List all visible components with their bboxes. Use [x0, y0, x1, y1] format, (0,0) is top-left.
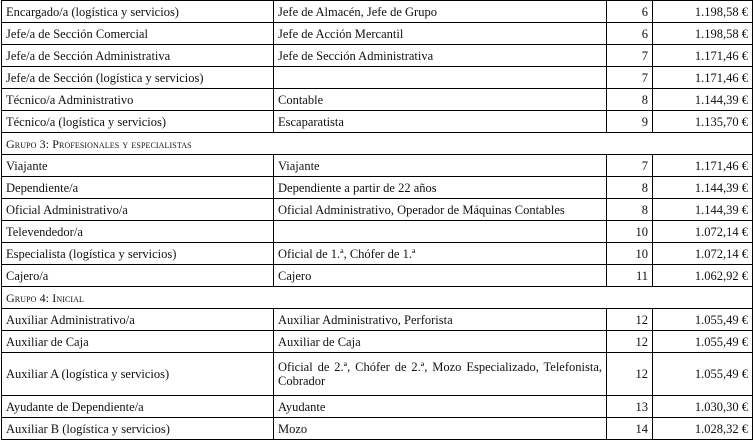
level-cell: 10 [607, 243, 653, 265]
category-cell: Televendedor/a [2, 221, 274, 243]
salary-cell: 1.198,58 € [653, 23, 753, 45]
table-row [2, 45, 753, 67]
table-row [2, 396, 753, 418]
category-cell: Auxiliar A (logística y servicios) [2, 353, 274, 396]
job-title-cell: Contable [274, 89, 607, 111]
job-title-cell [274, 67, 607, 89]
category-cell: Encargado/a (logística y servicios) [2, 1, 274, 23]
category-cell: Especialista (logística y servicios) [2, 243, 274, 265]
table-row [2, 67, 753, 89]
salary-cell: 1.072,14 € [653, 243, 753, 265]
table-row [2, 23, 753, 45]
level-cell: 12 [607, 331, 653, 353]
level-cell: 6 [607, 23, 653, 45]
group-header-row [2, 287, 753, 309]
group-header-row [2, 133, 753, 155]
table-row [2, 331, 753, 353]
salary-cell: 1.055,49 € [653, 309, 753, 331]
level-cell: 14 [607, 418, 653, 440]
level-cell: 12 [607, 353, 653, 396]
salary-cell: 1.171,46 € [653, 155, 753, 177]
salary-cell: 1.055,49 € [653, 331, 753, 353]
table-row [2, 111, 753, 133]
job-title-cell: Dependiente a partir de 22 años [274, 177, 607, 199]
group-title: Grupo 4: Inicial [2, 287, 753, 309]
job-title-cell: Ayudante [274, 396, 607, 418]
salary-cell: 1.198,58 € [653, 1, 753, 23]
salary-cell: 1.028,32 € [653, 418, 753, 440]
level-cell: 8 [607, 89, 653, 111]
job-title-cell: Auxiliar Administrativo, Perforista [274, 309, 607, 331]
job-title-cell: Jefe de Sección Administrativa [274, 45, 607, 67]
category-cell: Jefe/a de Sección Comercial [2, 23, 274, 45]
job-title-cell: Oficial de 2.ª, Chófer de 2.ª, Mozo Especializado, Telefonista, Cobrador [274, 353, 607, 396]
job-title-cell [274, 221, 607, 243]
group-title: Grupo 3: Profesionales y especialistas [2, 133, 753, 155]
category-cell: Jefe/a de Sección (logística y servicios) [2, 67, 274, 89]
table-row [2, 418, 753, 440]
job-title-cell: Viajante [274, 155, 607, 177]
level-cell: 12 [607, 309, 653, 331]
level-cell: 7 [607, 45, 653, 67]
level-cell: 7 [607, 155, 653, 177]
level-cell: 8 [607, 177, 653, 199]
level-cell: 9 [607, 111, 653, 133]
salary-cell: 1.062,92 € [653, 265, 753, 287]
salary-cell: 1.171,46 € [653, 67, 753, 89]
level-cell: 10 [607, 221, 653, 243]
category-cell: Jefe/a de Sección Administrativa [2, 45, 274, 67]
salary-cell: 1.144,39 € [653, 199, 753, 221]
job-title-cell: Jefe de Almacén, Jefe de Grupo [274, 1, 607, 23]
salary-cell: 1.144,39 € [653, 177, 753, 199]
table-row [2, 155, 753, 177]
table-row [2, 265, 753, 287]
category-cell: Auxiliar B (logística y servicios) [2, 418, 274, 440]
salary-cell: 1.072,14 € [653, 221, 753, 243]
job-title-cell: Oficial Administrativo, Operador de Máquinas Contables [274, 199, 607, 221]
level-cell: 13 [607, 396, 653, 418]
category-cell: Técnico/a Administrativo [2, 89, 274, 111]
level-cell: 11 [607, 265, 653, 287]
job-title-cell: Auxiliar de Caja [274, 331, 607, 353]
job-title-cell: Oficial de 1.ª, Chófer de 1.ª [274, 243, 607, 265]
level-cell: 6 [607, 1, 653, 23]
salary-cell: 1.135,70 € [653, 111, 753, 133]
job-title-cell: Jefe de Acción Mercantil [274, 23, 607, 45]
job-title-cell: Mozo [274, 418, 607, 440]
salary-cell: 1.055,49 € [653, 353, 753, 396]
table-row [2, 353, 753, 396]
level-cell: 7 [607, 67, 653, 89]
salary-table-body [2, 1, 753, 440]
salary-cell: 1.171,46 € [653, 45, 753, 67]
table-row [2, 1, 753, 23]
job-title-cell: Escaparatista [274, 111, 607, 133]
table-row [2, 89, 753, 111]
category-cell: Viajante [2, 155, 274, 177]
table-row [2, 309, 753, 331]
level-cell: 8 [607, 199, 653, 221]
category-cell: Técnico/a (logística y servicios) [2, 111, 274, 133]
category-cell: Dependiente/a [2, 177, 274, 199]
job-title-cell: Cajero [274, 265, 607, 287]
table-row [2, 243, 753, 265]
category-cell: Oficial Administrativo/a [2, 199, 274, 221]
salary-table [1, 0, 753, 440]
salary-cell: 1.144,39 € [653, 89, 753, 111]
category-cell: Auxiliar Administrativo/a [2, 309, 274, 331]
salary-cell: 1.030,30 € [653, 396, 753, 418]
category-cell: Auxiliar de Caja [2, 331, 274, 353]
table-row [2, 221, 753, 243]
category-cell: Ayudante de Dependiente/a [2, 396, 274, 418]
table-row [2, 177, 753, 199]
category-cell: Cajero/a [2, 265, 274, 287]
table-row [2, 199, 753, 221]
